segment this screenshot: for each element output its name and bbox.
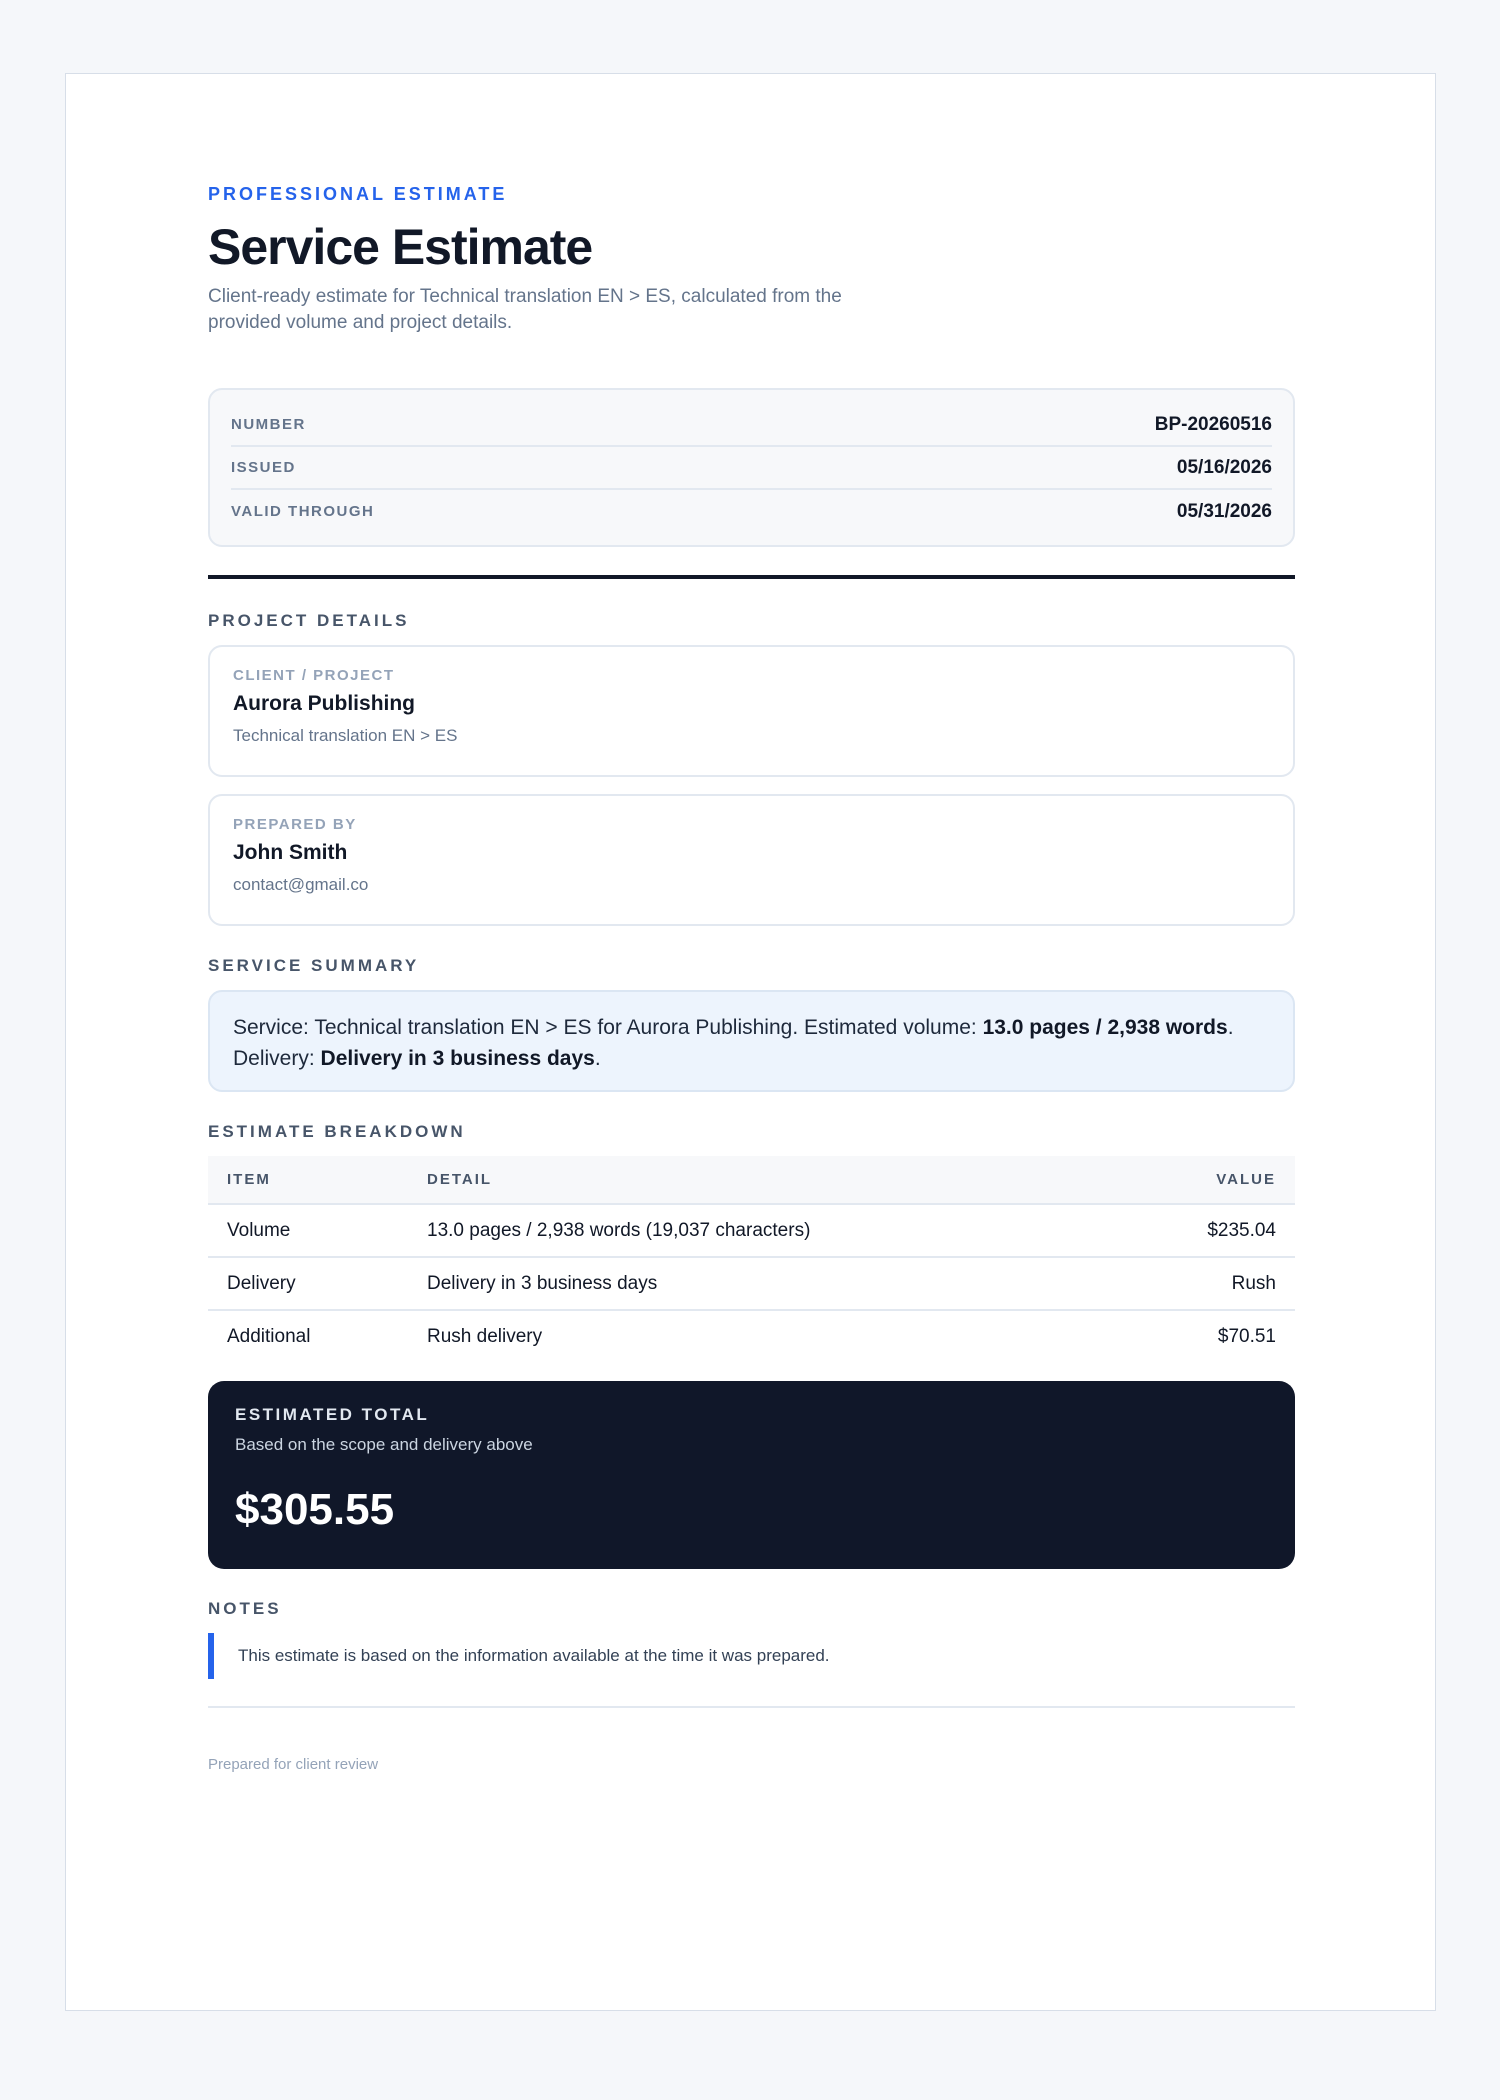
summary-text: . Delivery:	[233, 1016, 1234, 1070]
summary-text: Service: Technical translation EN > ES for Aurora Publishing. Estimated volume:	[233, 1016, 983, 1039]
cell-value: $235.04	[1116, 1204, 1295, 1257]
notes-title: NOTES	[208, 1599, 282, 1618]
meta-value: BP-20260516	[1154, 413, 1272, 435]
section-divider	[208, 575, 1295, 579]
table-row	[208, 1204, 1295, 1257]
project-details-title: PROJECT DETAILS	[208, 611, 410, 630]
client-project-card	[208, 645, 1295, 777]
service-summary-box	[208, 990, 1295, 1092]
client-name: Aurora Publishing	[233, 692, 416, 715]
meta-value: 05/31/2026	[1176, 500, 1272, 522]
summary-delivery: Delivery in 3 business days	[320, 1047, 595, 1070]
cell-item: Additional	[227, 1326, 311, 1347]
column-header-value: VALUE	[1116, 1156, 1295, 1204]
total-subtitle: Based on the scope and delivery above	[235, 1435, 533, 1454]
table-row	[208, 1310, 1295, 1363]
estimate-breakdown-title: ESTIMATE BREAKDOWN	[208, 1122, 466, 1141]
meta-row-issued	[231, 447, 1272, 490]
meta-label: NUMBER	[231, 416, 306, 433]
meta-value: 05/16/2026	[1176, 456, 1272, 478]
project-description: Technical translation EN > ES	[233, 726, 458, 745]
preparer-name: John Smith	[233, 841, 348, 864]
cell-detail: Delivery in 3 business days	[408, 1257, 1116, 1310]
eyebrow-label: PROFESSIONAL ESTIMATE	[208, 184, 508, 204]
table-header-row	[208, 1156, 1295, 1204]
prepared-by-label: PREPARED BY	[233, 816, 357, 833]
column-header-detail: DETAIL	[408, 1156, 1116, 1204]
column-header-item: ITEM	[208, 1156, 408, 1204]
page-title: Service Estimate	[208, 219, 593, 275]
estimate-sheet	[65, 73, 1436, 2011]
cell-value: $70.51	[1217, 1326, 1276, 1347]
service-summary-title: SERVICE SUMMARY	[208, 956, 420, 975]
meta-row-valid-through	[231, 490, 1272, 533]
footer-divider	[208, 1706, 1295, 1708]
cell-item: Volume	[208, 1204, 408, 1257]
meta-label: ISSUED	[231, 459, 296, 476]
note-item: This estimate is based on the information available at the time it was prepared.	[208, 1633, 1295, 1679]
estimate-content	[208, 184, 1295, 1773]
prepared-by-card	[208, 794, 1295, 926]
client-project-label: CLIENT / PROJECT	[233, 667, 395, 684]
total-label: ESTIMATED TOTAL	[235, 1405, 430, 1424]
meta-row-number	[231, 404, 1272, 447]
cell-value: Rush	[1116, 1257, 1295, 1310]
breakdown-table	[208, 1156, 1295, 1363]
estimated-total-box	[208, 1381, 1295, 1569]
cell-detail: 13.0 pages / 2,938 words (19,037 characters)	[408, 1204, 1116, 1257]
footer-text: Prepared for client review	[208, 1756, 379, 1773]
cell-item: Delivery	[208, 1257, 408, 1310]
total-amount: $305.55	[235, 1485, 395, 1534]
page-subtitle: Client-ready estimate for Technical translation EN > ES, calculated from the provided volume and project details.	[208, 286, 842, 333]
preparer-email: contact@gmail.co	[233, 875, 369, 894]
estimate-meta-box	[208, 388, 1295, 547]
table-row	[208, 1257, 1295, 1310]
summary-text: .	[594, 1047, 601, 1070]
cell-detail: Rush delivery	[427, 1326, 543, 1347]
meta-label: VALID THROUGH	[231, 503, 375, 520]
summary-volume: 13.0 pages / 2,938 words	[982, 1016, 1228, 1039]
